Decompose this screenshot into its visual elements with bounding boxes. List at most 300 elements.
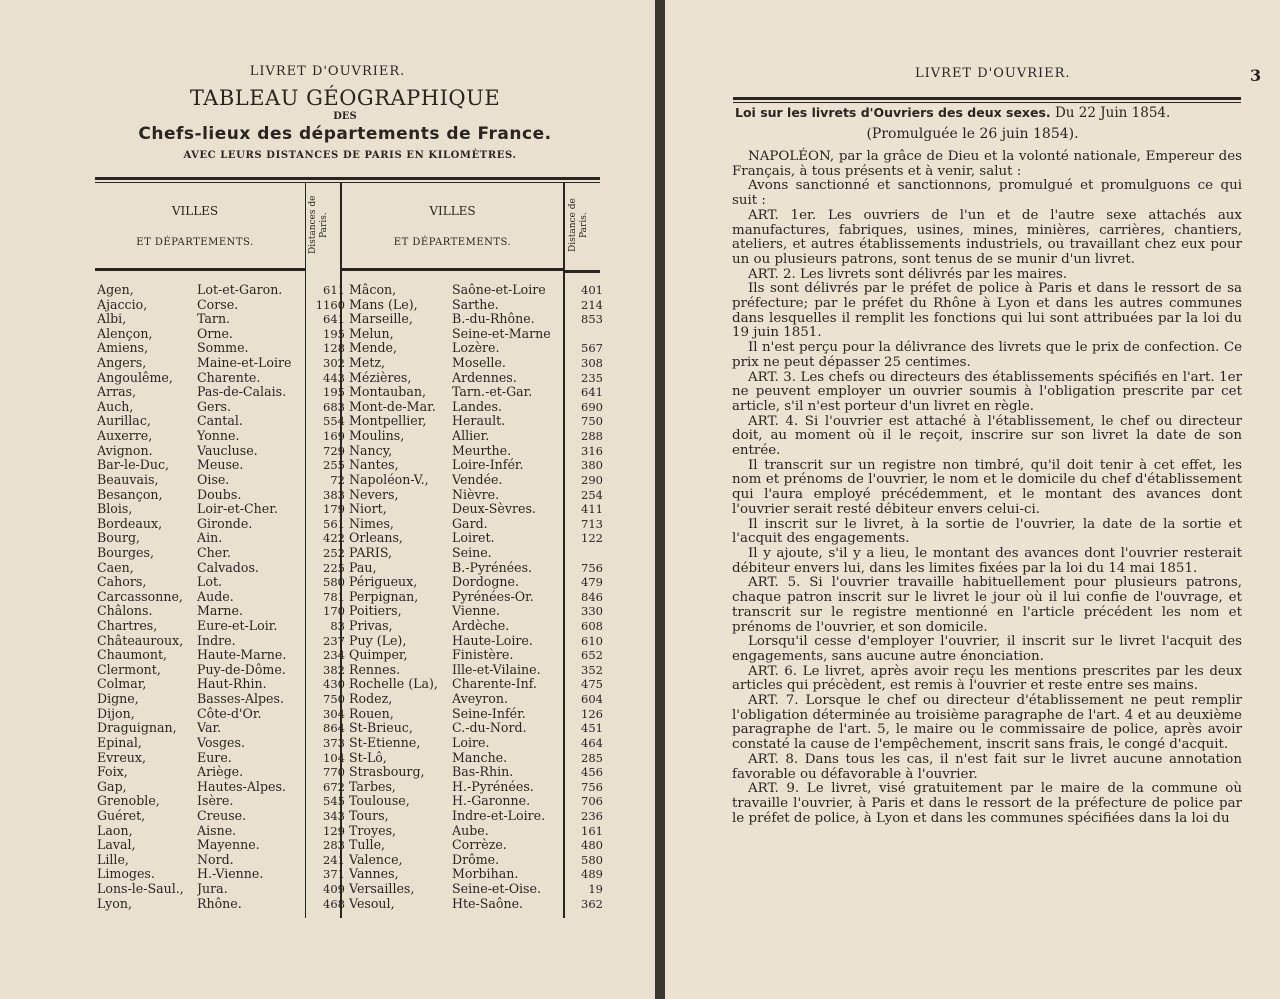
- distance-right: 480: [581, 838, 603, 853]
- department-left: Cher.: [197, 545, 231, 560]
- department-right: Haute-Loire.: [452, 633, 533, 648]
- distance-left: 179: [323, 502, 345, 517]
- table-row: [97, 312, 605, 327]
- table-row: [97, 721, 605, 736]
- department-left: Marne.: [197, 604, 243, 619]
- department-left: Var.: [197, 721, 222, 736]
- law-title-date: Du 22 Juin 1854.: [1054, 105, 1171, 121]
- city-right: Montpellier,: [349, 414, 427, 429]
- distance-left: 195: [323, 385, 345, 400]
- table-row: [97, 531, 605, 546]
- city-right: Périgueux,: [349, 575, 418, 590]
- law-paragraph: Il transcrit sur un registre non timbré, qu'il doit tenir à cet effet, les nom et prénoms de l'ouvrier, le nom et le domicile du chef d'établissement qui l'aura employé précédemment, et le montant des avances dont l'ouvrier serait resté débiteur envers celui-ci.: [732, 457, 1242, 517]
- table-row: [97, 897, 605, 912]
- city-right: St-Lô,: [349, 750, 387, 765]
- distance-right: 479: [581, 575, 603, 590]
- book-gutter: [655, 0, 665, 999]
- department-left: Vaucluse.: [197, 443, 258, 458]
- city-left: Caen,: [97, 560, 134, 575]
- department-left: Corse.: [197, 297, 239, 312]
- table-subtitle: AVEC LEURS DISTANCES DE PARIS EN KILOMÈTRES.: [183, 150, 517, 161]
- distance-left: 468: [323, 896, 345, 911]
- department-right: Seine-et-Oise.: [452, 881, 541, 896]
- distance-left: 129: [323, 823, 345, 838]
- distance-left: 104: [323, 750, 345, 765]
- department-left: Charente.: [197, 370, 261, 385]
- city-left: Draguignan,: [97, 721, 177, 736]
- city-left: Beauvais,: [97, 472, 159, 487]
- department-left: Aude.: [197, 589, 234, 604]
- table-row: [97, 663, 605, 678]
- city-right: Nimes,: [349, 516, 394, 531]
- distance-left: 283: [323, 838, 345, 853]
- law-paragraph: NAPOLÉON, par la grâce de Dieu et la volonté nationale, Empereur des Français, à tous présents et à venir, salut :: [732, 149, 1242, 179]
- law-paragraph: Ils sont délivrés par le préfet de police à Paris et dans le ressort de sa préfecture; par le préfet du Rhône à Lyon et dans les autres communes dans lesquelles il remplit les fonctions qui lui sont attribuées par la loi du 19 juin 1851.: [732, 281, 1242, 341]
- department-left: Eure-et-Loir.: [197, 619, 278, 634]
- table-row: [97, 751, 605, 766]
- department-right: H.-Pyrénées.: [452, 779, 534, 794]
- department-left: Ariège.: [197, 765, 244, 780]
- department-right: Saône-et-Loire: [452, 283, 546, 297]
- law-paragraph: Lorsqu'il cesse d'employer l'ouvrier, il inscrit sur le livret l'acquit des engagements, sans aucune autre énonciation.: [732, 634, 1242, 664]
- department-right: Nièvre.: [452, 487, 500, 502]
- city-right: Vannes,: [349, 867, 399, 882]
- department-left: Vosges.: [197, 735, 245, 750]
- table-row: [97, 604, 605, 619]
- city-left: Bourges,: [97, 545, 154, 560]
- city-left: Angoulême,: [97, 370, 173, 385]
- distance-left: 382: [323, 662, 345, 677]
- city-left: Blois,: [97, 502, 133, 517]
- city-right: Rouen,: [349, 706, 394, 721]
- city-left: Bordeaux,: [97, 516, 163, 531]
- department-right: Seine-Infér.: [452, 706, 526, 721]
- city-right: Orleans,: [349, 531, 403, 546]
- distance-right: 19: [588, 881, 603, 896]
- distance-left: 252: [323, 545, 345, 560]
- city-left: Cahors,: [97, 575, 147, 590]
- distance-right: 236: [581, 808, 603, 823]
- department-right: Loiret.: [452, 531, 495, 546]
- city-left: Lyon,: [97, 896, 132, 911]
- table-row: [97, 590, 605, 605]
- law-paragraph: ART. 3. Les chefs ou directeurs des établissements spécifiés en l'art. 1er ne peuvent employer un ouvrier soumis à l'obligation prescrite par cet article, s'il n'est porteur d'un livret en règle.: [732, 369, 1242, 414]
- department-right: Ardèche.: [452, 619, 510, 634]
- table-row: [97, 371, 605, 386]
- distance-right: 610: [581, 633, 603, 648]
- distance-right: [569, 546, 605, 561]
- table-row: [97, 794, 605, 809]
- col-departements-right: ET DÉPARTEMENTS.: [393, 237, 512, 248]
- distance-right: 604: [581, 692, 603, 707]
- distance-right: 580: [581, 852, 603, 867]
- city-left: Carcassonne,: [97, 589, 183, 604]
- department-left: Doubs.: [197, 487, 242, 502]
- department-left: Basses-Alpes.: [197, 692, 284, 707]
- city-right: PARIS,: [349, 545, 393, 560]
- table-row: [97, 575, 605, 590]
- city-right: Rodez,: [349, 692, 393, 707]
- city-left: Alençon,: [97, 326, 153, 341]
- department-right: Herault.: [452, 414, 506, 429]
- law-title-bold: Loi sur les livrets d'Ouvriers des deux sexes.: [735, 105, 1051, 120]
- city-right: Mont-de-Mar.: [349, 399, 436, 414]
- department-left: Ain.: [197, 531, 223, 546]
- right-top-rule: [733, 97, 1241, 100]
- department-left: H.-Vienne.: [197, 867, 264, 882]
- table-row: [97, 648, 605, 663]
- distance-right: 161: [581, 823, 603, 838]
- city-left: Besançon,: [97, 487, 163, 502]
- distance-right: 756: [581, 779, 603, 794]
- department-right: B.-du-Rhône.: [452, 312, 535, 327]
- city-right: Melun,: [349, 326, 394, 341]
- city-left: Dijon,: [97, 706, 135, 721]
- department-left: Maine-et-Loire: [197, 356, 292, 371]
- department-right: C.-du-Nord.: [452, 721, 527, 736]
- right-top-rule-thin: [733, 102, 1241, 103]
- distance-right: 756: [581, 560, 603, 575]
- distance-right: 411: [581, 502, 603, 517]
- col-departements-left: ET DÉPARTEMENTS.: [136, 237, 254, 248]
- table-row: [97, 736, 605, 751]
- city-right: Mâcon,: [349, 283, 397, 297]
- distance-left: 781: [323, 589, 345, 604]
- city-right: Mans (Le),: [349, 297, 418, 312]
- distance-left: 561: [323, 516, 345, 531]
- table-row: [97, 400, 605, 415]
- law-paragraph: ART. 9. Le livret, visé gratuitement par le maire de la commune où travaille l'ouvrier, à Paris et dans le ressort de la préfecture de police par le préfet de police, à Lyon et dans les communes spécifiées dans la loi du: [732, 781, 1242, 826]
- table-row: [97, 824, 605, 839]
- table-row: [97, 692, 605, 707]
- city-right: Poitiers,: [349, 604, 402, 619]
- col-distance-left: Distances de Paris.: [308, 195, 329, 255]
- department-left: Loir-et-Cher.: [197, 502, 278, 517]
- distance-right: 290: [581, 472, 603, 487]
- distance-left: 83: [330, 619, 345, 634]
- law-paragraph: Il inscrit sur le livret, à la sortie de l'ouvrier, la date de la sortie et l'acquit des engagements.: [732, 516, 1242, 547]
- department-right: Manche.: [452, 750, 508, 765]
- city-left: Aurillac,: [97, 414, 151, 429]
- department-right: Aube.: [452, 823, 489, 838]
- department-right: Seine.: [452, 545, 492, 560]
- distance-right: 652: [581, 648, 603, 663]
- city-right: Mézières,: [349, 370, 412, 385]
- distance-left: 371: [323, 867, 345, 882]
- city-left: Agen,: [97, 283, 134, 297]
- distance-left: 409: [323, 881, 345, 896]
- department-left: Rhône.: [197, 896, 242, 911]
- law-paragraph: ART. 4. Si l'ouvrier est attaché à l'établissement, le chef ou directeur doit, au moment où il le reçoit, inscrire sur son livret la date de son entrée.: [732, 413, 1242, 459]
- department-left: Creuse.: [197, 808, 247, 823]
- department-left: Pas-de-Calais.: [197, 385, 287, 400]
- law-paragraph: ART. 8. Dans tous les cas, il n'est fait sur le livret aucune annotation favorable ou défavorable à l'ouvrier.: [732, 751, 1242, 782]
- department-left: Gers.: [197, 399, 231, 414]
- law-paragraph: ART. 7. Lorsque le chef ou directeur d'établissement ne peut remplir l'obligation déterminée au troisième paragraphe de l'art. 4 et au deuxième paragraphe de l'art. 5, le maire ou le commissaire de police, après avoir constaté la cause de l'empêchement, inscrit sans frais, le congé d'acquit.: [732, 693, 1242, 753]
- department-left: Haute-Marne.: [197, 648, 287, 663]
- table-row: [97, 838, 605, 853]
- department-left: Eure.: [197, 750, 232, 765]
- city-right: Rennes.: [349, 662, 401, 677]
- city-left: Amiens,: [97, 341, 149, 356]
- city-right: Tulle,: [349, 838, 386, 853]
- table-top-rule-thin: [95, 182, 600, 183]
- department-right: Vendée.: [452, 472, 503, 487]
- distance-left: 72: [330, 472, 345, 487]
- distance-left: 611: [323, 283, 345, 297]
- department-right: Corrèze.: [452, 838, 507, 853]
- city-right: Nantes,: [349, 458, 399, 473]
- department-left: Calvados.: [197, 560, 259, 575]
- city-right: Toulouse,: [349, 794, 410, 809]
- city-right: St-Brieuc,: [349, 721, 413, 736]
- distance-left: 255: [323, 458, 345, 473]
- city-left: Bourg,: [97, 531, 141, 546]
- distance-right: 254: [581, 487, 603, 502]
- distance-right: 475: [581, 677, 603, 692]
- city-right: Metz,: [349, 356, 386, 371]
- department-right: Indre-et-Loire.: [452, 808, 546, 823]
- city-left: Foix,: [97, 765, 128, 780]
- department-left: Gironde.: [197, 516, 253, 531]
- city-right: Valence,: [349, 852, 403, 867]
- city-right: St-Etienne,: [349, 735, 421, 750]
- city-left: Albi,: [97, 312, 127, 327]
- law-paragraph: ART. 6. Le livret, après avoir reçu les mentions prescrites par les deux articles qui précèdent, est remis à l'ouvrier et reste entre ses mains.: [732, 663, 1242, 694]
- city-left: Arras,: [97, 385, 137, 400]
- distance-left: 225: [323, 560, 345, 575]
- department-right: Meurthe.: [452, 443, 512, 458]
- city-right: Niort,: [349, 502, 387, 517]
- distance-right: 489: [581, 867, 603, 882]
- distance-left: 443: [323, 370, 345, 385]
- distance-left: 234: [323, 648, 345, 663]
- distance-left: 343: [323, 808, 345, 823]
- law-paragraph: Avons sanctionné et sanctionnons, promulgué et promulguons ce qui suit :: [732, 178, 1242, 209]
- department-right: Charente-Inf.: [452, 677, 537, 692]
- city-right: Mende,: [349, 341, 397, 356]
- distance-right: 380: [581, 458, 603, 473]
- department-left: Puy-de-Dôme.: [197, 662, 286, 677]
- department-right: Gard.: [452, 516, 488, 531]
- table-row: [97, 414, 605, 429]
- city-right: Puy (Le),: [349, 633, 407, 648]
- city-left: Digne,: [97, 692, 139, 707]
- department-right: Tarn.-et-Gar.: [452, 385, 533, 400]
- city-right: Napoléon-V.,: [349, 472, 429, 487]
- department-right: Aveyron.: [452, 692, 508, 707]
- department-right: Bas-Rhin.: [452, 765, 514, 780]
- law-paragraph: ART. 5. Si l'ouvrier travaille habituellement pour plusieurs patrons, chaque patron inscrit sur le livret le jour où il lui confie de l'ouvrage, et transcrit sur le registre mentionné en l'article précédent les nom et prénoms de l'ouvrier, et son domicile.: [732, 575, 1242, 635]
- distance-left: 554: [323, 414, 345, 429]
- table-row: [97, 546, 605, 561]
- distance-left: 241: [323, 852, 345, 867]
- distance-left: 302: [323, 356, 345, 371]
- table-row: [97, 298, 605, 313]
- table-row: [97, 517, 605, 532]
- city-left: Ajaccio,: [97, 297, 148, 312]
- distance-right: 464: [581, 735, 603, 750]
- table-row: [97, 765, 605, 780]
- distance-right: 853: [581, 312, 603, 327]
- header-bottom-rule-left: [95, 268, 305, 271]
- department-left: Somme.: [197, 341, 249, 356]
- table-row: [97, 809, 605, 824]
- distance-right: 122: [581, 531, 603, 546]
- department-left: Meuse.: [197, 458, 244, 473]
- department-left: Aisne.: [197, 823, 237, 838]
- header-bottom-rule-right: [565, 270, 600, 273]
- distance-left: 128: [323, 341, 345, 356]
- city-right: Moulins,: [349, 429, 405, 444]
- table-row: [97, 473, 605, 488]
- department-right: Hte-Saône.: [452, 896, 524, 911]
- distance-right: 690: [581, 399, 603, 414]
- distance-right: 308: [581, 356, 603, 371]
- city-right: Strasbourg,: [349, 765, 425, 780]
- department-right: Deux-Sèvres.: [452, 502, 536, 517]
- distance-right: 330: [581, 604, 603, 619]
- distance-left: 422: [323, 531, 345, 546]
- city-left: Clermont,: [97, 662, 161, 677]
- department-right: Seine-et-Marne: [452, 326, 551, 341]
- table-row: [97, 429, 605, 444]
- table-row: [97, 341, 605, 356]
- table-row: [97, 677, 605, 692]
- col-villes-right: VILLES: [429, 204, 476, 218]
- city-left: Gap,: [97, 779, 127, 794]
- table-row: [97, 488, 605, 503]
- table-row: [97, 780, 605, 795]
- city-right: Vesoul,: [349, 896, 395, 911]
- distance-left: 672: [323, 779, 345, 794]
- department-left: Yonne.: [197, 429, 240, 444]
- city-right: Nancy,: [349, 443, 393, 458]
- city-left: Limoges.: [97, 867, 155, 882]
- table-row: [97, 707, 605, 722]
- law-text: [732, 150, 1242, 826]
- city-left: Auch,: [97, 399, 134, 414]
- department-right: Loire.: [452, 735, 490, 750]
- distance-right: 713: [581, 516, 603, 531]
- department-left: Orne.: [197, 326, 233, 341]
- department-right: Morbihan.: [452, 867, 519, 882]
- table-row: [97, 867, 605, 882]
- city-left: Avignon.: [97, 443, 153, 458]
- city-right: Marseille,: [349, 312, 413, 327]
- distance-right: 706: [581, 794, 603, 809]
- department-right: H.-Garonne.: [452, 794, 531, 809]
- right-page: [665, 0, 1280, 999]
- table-row: [97, 561, 605, 576]
- department-left: Oise.: [197, 472, 230, 487]
- distance-right: 401: [581, 283, 603, 297]
- department-right: Moselle.: [452, 356, 506, 371]
- distance-right: 352: [581, 662, 603, 677]
- table-row: [97, 327, 605, 342]
- department-left: Mayenne.: [197, 838, 260, 853]
- table-top-rule: [95, 177, 600, 180]
- law-paragraph: Il n'est perçu pour la délivrance des livrets que le prix de confection. Ce prix ne peut dépasser 25 centimes.: [732, 340, 1242, 370]
- department-right: Landes.: [452, 399, 502, 414]
- department-left: Nord.: [197, 852, 234, 867]
- department-left: Isère.: [197, 794, 234, 809]
- city-left: Auxerre,: [97, 429, 153, 444]
- department-right: Finistère.: [452, 648, 514, 663]
- left-running-head: LIVRET D'OUVRIER.: [249, 64, 406, 79]
- department-right: Dordogne.: [452, 575, 519, 590]
- city-left: Angers,: [97, 356, 147, 371]
- city-left: Laon,: [97, 823, 133, 838]
- distance-left: 383: [323, 487, 345, 502]
- distance-left: 641: [323, 312, 345, 327]
- distance-right: 846: [581, 589, 603, 604]
- distance-left: 373: [323, 735, 345, 750]
- distance-right: 316: [581, 443, 603, 458]
- distance-left: 195: [323, 326, 345, 341]
- distance-left: 750: [323, 692, 345, 707]
- department-left: Lot.: [197, 575, 223, 590]
- city-right: Troyes,: [349, 823, 397, 838]
- distance-table-rows: [97, 283, 605, 911]
- distance-left: 683: [323, 399, 345, 414]
- city-right: Montauban,: [349, 385, 426, 400]
- city-left: Evreux,: [97, 750, 146, 765]
- table-title: TABLEAU GÉOGRAPHIQUE: [189, 86, 501, 110]
- distance-right: 288: [581, 429, 603, 444]
- department-right: Ille-et-Vilaine.: [452, 662, 541, 677]
- table-row: [97, 882, 605, 897]
- city-left: Bar-le-Duc,: [97, 458, 170, 473]
- distance-left: 1160: [315, 297, 345, 312]
- table-row: [97, 283, 605, 298]
- table-row: [97, 502, 605, 517]
- distance-right: 456: [581, 765, 603, 780]
- distance-right: 285: [581, 750, 603, 765]
- law-paragraph: ART. 1er. Les ouvriers de l'un et de l'autre sexe attachés aux manufactures, fabriques, usines, mines, minières, carrières, chantiers, ateliers, et autres établissements industriels, ou travaillant chez eux pour un ou plusieurs patrons, sont tenus de se munir d'un livret.: [732, 207, 1242, 267]
- distance-left: 864: [323, 721, 345, 736]
- city-left: Chaumont,: [97, 648, 168, 663]
- page-number: 3: [1250, 66, 1262, 85]
- department-right: B.-Pyrénées.: [452, 560, 533, 575]
- city-right: Quimper,: [349, 648, 408, 663]
- law-subtitle: (Promulguée le 26 juin 1854).: [866, 126, 1079, 142]
- distance-right: 567: [581, 341, 603, 356]
- distance-right: 235: [581, 370, 603, 385]
- department-right: Vienne.: [452, 604, 501, 619]
- table-row: [97, 619, 605, 634]
- city-left: Châteauroux,: [97, 633, 184, 648]
- city-right: Privas,: [349, 619, 393, 634]
- department-left: Côte-d'Or.: [197, 706, 262, 721]
- department-left: Cantal.: [197, 414, 243, 429]
- distance-right: 214: [581, 297, 603, 312]
- city-right: Perpignan,: [349, 589, 419, 604]
- distance-right: 451: [581, 721, 603, 736]
- department-right: Lozère.: [452, 341, 500, 356]
- department-left: Indre.: [197, 633, 236, 648]
- law-title: [735, 105, 1245, 121]
- department-left: Haut-Rhin.: [197, 677, 267, 692]
- department-right: Loire-Infér.: [452, 458, 524, 473]
- law-paragraph: ART. 2. Les livrets sont délivrés par les maires.: [748, 266, 1068, 282]
- city-left: Grenoble,: [97, 794, 160, 809]
- col-villes-left: VILLES: [171, 204, 219, 218]
- table-row: [97, 853, 605, 868]
- distance-right: 362: [581, 896, 603, 911]
- table-title-main: Chefs-lieux des départements de France.: [138, 124, 552, 144]
- city-right: Rochelle (La),: [349, 677, 438, 692]
